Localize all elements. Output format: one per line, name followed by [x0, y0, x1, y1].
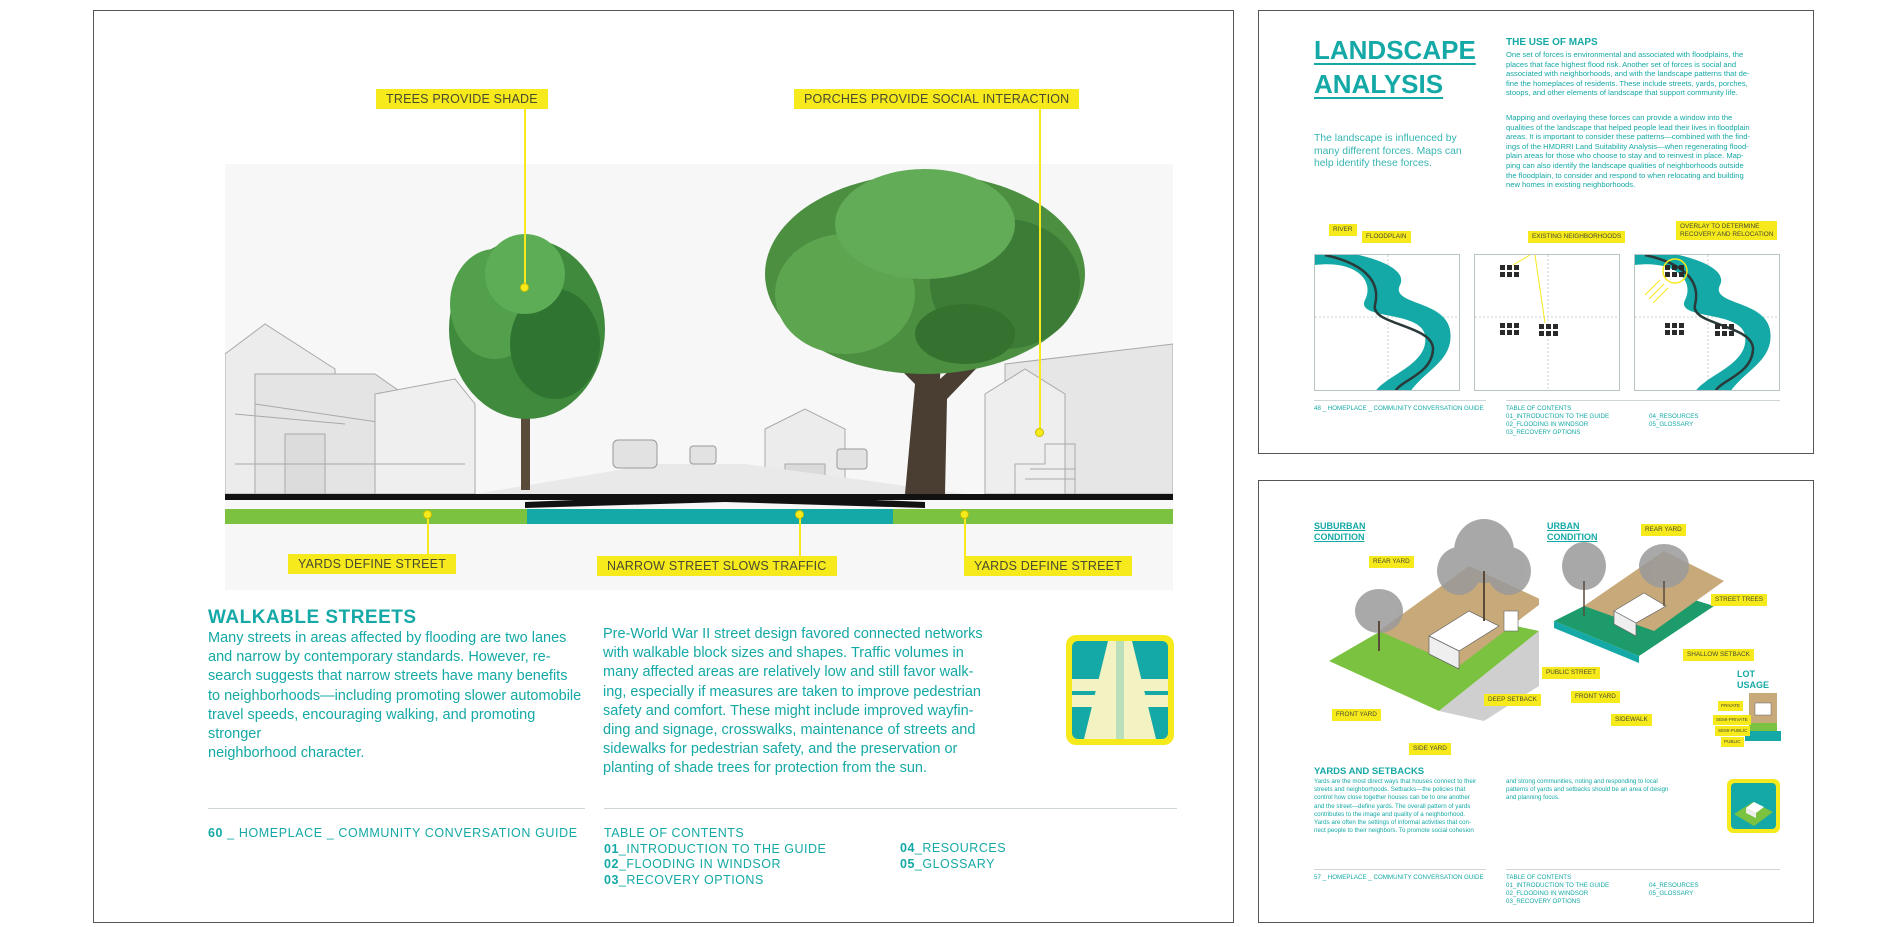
table-of-contents-col2 — [900, 841, 1006, 872]
footer-rule — [1506, 869, 1780, 870]
toc-item[interactable]: 03_RECOVERY OPTIONS — [604, 872, 764, 887]
footer-separator: _ — [223, 826, 239, 840]
suburban-condition-heading: SUBURBAN CONDITION — [1314, 521, 1366, 542]
toc-item[interactable]: 01_INTRODUCTION TO THE GUIDE — [604, 841, 827, 856]
floodplain-map — [1314, 254, 1460, 391]
toc-item[interactable]: 05_GLOSSARY — [900, 856, 995, 871]
text-line: search suggests that narrow streets have many benefits — [208, 668, 568, 685]
overlay-map — [1634, 254, 1780, 391]
page-footer: 57 _ HOMEPLACE _ COMMUNITY CONVERSATION GUIDE — [1314, 874, 1484, 881]
guide-title: HOMEPLACE _ COMMUNITY CONVERSATION GUIDE — [238, 826, 578, 840]
text-line: to neighborhoods—including promoting slower automobile — [208, 687, 582, 704]
text-line: and narrow by contemporary standards. However, re- — [208, 649, 551, 666]
page-number: 60 — [208, 826, 224, 840]
toc-item[interactable]: 04_RESOURCES — [1649, 882, 1699, 889]
toc-item[interactable]: 04_RESOURCES — [1649, 413, 1699, 420]
leader-line — [964, 514, 966, 556]
section-title: YARDS AND SETBACKS — [1314, 766, 1425, 777]
urban-lot-diagram — [1544, 511, 1729, 691]
urban-condition-heading: URBAN CONDITION — [1547, 521, 1598, 542]
text-line: safety and comfort. These might include improved wayfin- — [603, 702, 974, 719]
label-side-yard: SIDE YARD — [1409, 743, 1451, 755]
leader-line — [799, 514, 801, 556]
toc-item[interactable]: 01_INTRODUCTION TO THE GUIDE — [1506, 882, 1610, 889]
leader-dot — [423, 510, 432, 519]
page-footer — [208, 826, 578, 840]
lot-label-private: PRIVATE — [1718, 701, 1743, 711]
text-line: planting of shade trees for protection from the sun. — [603, 760, 928, 777]
toc-item[interactable]: 01_INTRODUCTION TO THE GUIDE — [1506, 413, 1610, 420]
paragraph: Mapping and overlaying these forces can provide a window into the qualities of the landscape that helped people lead their lives in floodplain areas. It is important to consider these patterns—combined with the find- ings of the HMDRRI Land Suitability Analysis—when regenerating flood- plain areas for those who choose to stay and to reinvest in place. Map- ping can also identify the landscape qualities of neighborhoods outside the floodplain, to consider and respond to when relocating and building new homes in existing neighborhoods. — [1506, 113, 1750, 190]
table-of-contents: TABLE OF CONTENTS 01_INTRODUCTION TO THE GUIDE 02_FLOODING IN WINDSOR 03_RECOVERY OPTIONS — [1506, 405, 1610, 436]
text-line: Pre-World War II street design favored connected networks — [603, 626, 983, 642]
toc-item[interactable]: 05_GLOSSARY — [1649, 890, 1694, 897]
leader-dot — [795, 510, 804, 519]
table-of-contents-col2 — [1649, 413, 1699, 429]
callout-narrow-street-slows-traffic: NARROW STREET SLOWS TRAFFIC — [597, 556, 837, 576]
text-line: Many streets in areas affected by flooding are two lanes — [208, 630, 567, 646]
table-of-contents: TABLE OF CONTENTS 01_INTRODUCTION TO THE GUIDE 02_FLOODING IN WINDSOR 03_RECOVERY OPTIONS — [1506, 874, 1610, 905]
label-front-yard: FRONT YARD — [1332, 709, 1381, 721]
text-line: ding and signage, crosswalks, maintenance of streets and — [603, 722, 976, 739]
yards-and-setbacks-page — [1258, 480, 1814, 923]
lot-usage-heading: LOT USAGE — [1737, 669, 1770, 690]
paragraph: One set of forces is environmental and associated with floodplains, the places that face highest flood risk. Another set of forces is social and associated with neighborhoods, and with the landscape patterns that de- fine the homeplaces of residents. These include streets, yards, porches, stoops, and other elements of landscape that support community life. — [1506, 50, 1750, 98]
label-rear-yard: REAR YARD — [1369, 556, 1414, 568]
leader-dot — [960, 510, 969, 519]
intro-text: The landscape is influenced by many different forces. Maps can help identify these forces. — [1314, 133, 1462, 170]
footer-rule — [1314, 400, 1486, 401]
footer-rule — [604, 808, 1177, 809]
map-label-overlay: OVERLAY TO DETERMINE RECOVERY AND RELOCATION — [1676, 221, 1777, 240]
yard-icon — [1726, 778, 1781, 834]
label-deep-setback: DEEP SETBACK — [1484, 694, 1541, 706]
body-column-2 — [603, 625, 983, 779]
text-line: neighborhood character. — [208, 745, 365, 762]
main-spread-page — [93, 10, 1234, 923]
lot-label-public: PUBLIC — [1721, 737, 1744, 747]
map-label-floodplain: FLOODPLAIN — [1362, 231, 1411, 243]
toc-item[interactable]: 02_FLOODING IN WINDSOR — [604, 857, 781, 872]
text-line: many affected areas are relatively low and still favor walk- — [603, 664, 974, 681]
leader-dot — [1035, 428, 1044, 437]
text-line: sidewalks for pedestrian safety, and the preservation or — [603, 741, 958, 758]
label-sidewalk: SIDEWALK — [1611, 714, 1652, 726]
leader-line — [1039, 107, 1041, 432]
landscape-analysis-page — [1258, 10, 1814, 454]
neighborhoods-map — [1474, 254, 1620, 391]
callout-yards-define-street-right: YARDS DEFINE STREET — [964, 556, 1132, 576]
street-section-illustration — [225, 164, 1173, 590]
label-street-trees: STREET TREES — [1711, 594, 1767, 606]
toc-item[interactable]: 03_RECOVERY OPTIONS — [1506, 429, 1581, 436]
callout-yards-define-street-left: YARDS DEFINE STREET — [288, 554, 456, 574]
footer-rule — [1314, 869, 1486, 870]
map-label-river: RIVER — [1329, 224, 1357, 236]
leader-line — [427, 514, 429, 554]
suburban-lot-diagram — [1309, 511, 1539, 721]
page-footer: 48 _ HOMEPLACE _ COMMUNITY CONVERSATION GUIDE — [1314, 405, 1484, 412]
footer-rule — [1506, 400, 1780, 401]
text-line: travel speeds, encouraging walking, and promoting stronger — [208, 706, 536, 743]
table-of-contents — [604, 826, 826, 888]
lot-label-semi-public: SEMI-PUBLIC — [1715, 726, 1750, 736]
narrow-street-icon — [1064, 633, 1176, 747]
toc-item[interactable]: 04_RESOURCES — [900, 841, 1007, 855]
toc-heading: TABLE OF CONTENTS — [604, 826, 745, 840]
text-line: with walkable block sizes and shapes. Traffic volumes in — [603, 645, 964, 662]
toc-item[interactable]: 02_FLOODING IN WINDSOR — [1506, 890, 1589, 897]
paragraph-col2: and strong communities, noting and responding to local patterns of yards and setbacks should be an area of design and planning focus. — [1506, 778, 1669, 802]
section-title: THE USE OF MAPS — [1506, 37, 1598, 48]
paragraph-col1: Yards are the most direct ways that houses connect to their streets and neighborhoods. Setbacks—the policies that control how close together houses can be to one another and the street—define yards. The overall pattern of yards contributes to the image and quality of a neighborhood. Yards are often the settings of informal activities that con- nect people to their neighbors. To promote social cohesion — [1314, 778, 1477, 835]
lot-label-semi-private: SEMI-PRIVATE — [1713, 715, 1751, 725]
label-public-street: PUBLIC STREET — [1542, 667, 1600, 679]
leader-dot — [520, 283, 529, 292]
text-line: ing, especially if measures are taken to improve pedestrian — [603, 683, 981, 700]
toc-item[interactable]: 03_RECOVERY OPTIONS — [1506, 898, 1581, 905]
toc-item[interactable]: 05_GLOSSARY — [1649, 421, 1694, 428]
page-title: LANDSCAPE ANALYSIS — [1314, 35, 1476, 99]
map-label-existing-neighborhoods: EXISTING NEIGHBORHOODS — [1528, 231, 1625, 243]
callout-porches-provide-social-interaction: PORCHES PROVIDE SOCIAL INTERACTION — [794, 89, 1079, 109]
leader-line — [524, 107, 526, 287]
footer-rule — [208, 808, 585, 809]
label-front-yard-urban: FRONT YARD — [1571, 691, 1620, 703]
toc-item[interactable]: 02_FLOODING IN WINDSOR — [1506, 421, 1589, 428]
callout-trees-provide-shade: TREES PROVIDE SHADE — [376, 89, 548, 109]
label-rear-yard-urban: REAR YARD — [1641, 524, 1686, 536]
body-column-1 — [208, 629, 588, 763]
section-title: WALKABLE STREETS — [208, 607, 417, 628]
label-shallow-setback: SHALLOW SETBACK — [1683, 649, 1754, 661]
table-of-contents-col2 — [1649, 882, 1699, 898]
